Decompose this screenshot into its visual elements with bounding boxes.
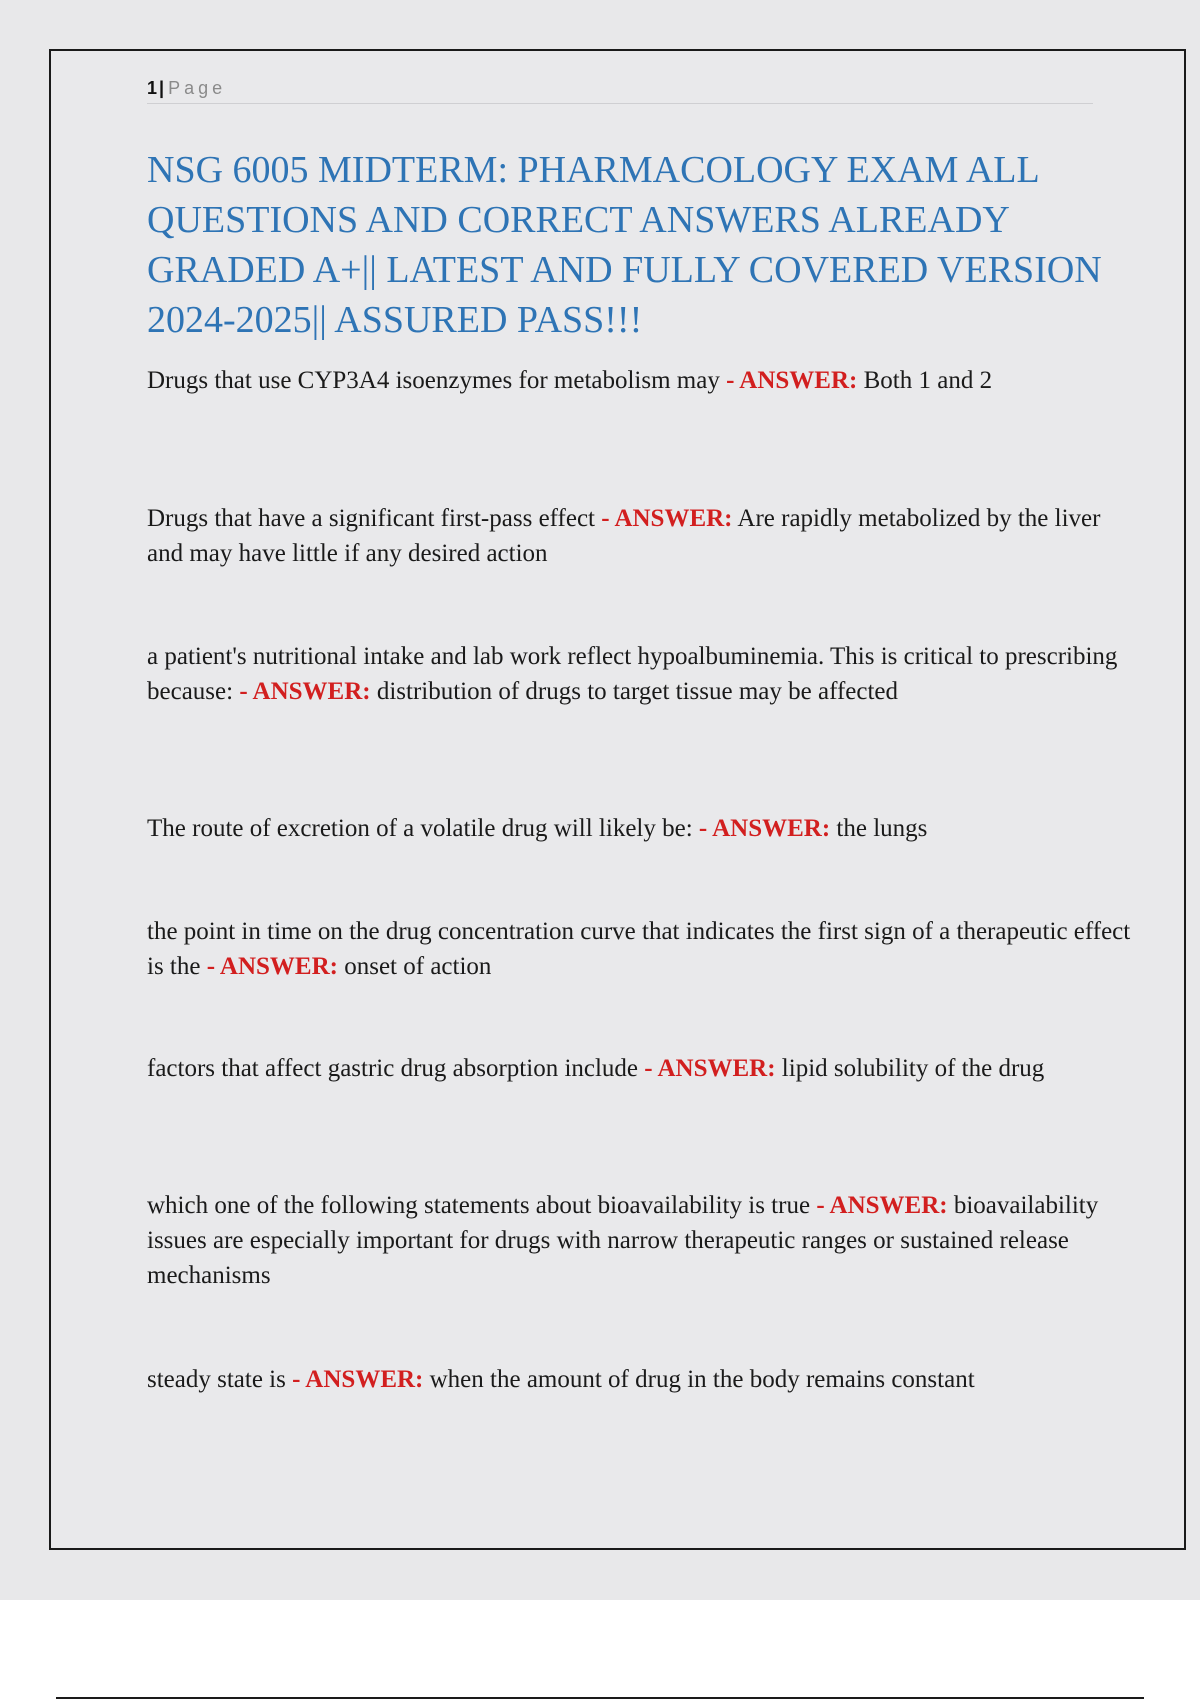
answer-marker: - ANSWER: bbox=[292, 1366, 424, 1393]
question-text: a patient's nutritional intake and lab work reflect hypoalbuminemia. This is critical to prescribing because: bbox=[147, 643, 1118, 705]
answer-marker: - ANSWER: bbox=[601, 505, 733, 532]
answer-marker: - ANSWER: bbox=[816, 1192, 948, 1219]
answer-text: the lungs bbox=[836, 815, 928, 842]
question-text: Drugs that have a significant first-pass effect bbox=[147, 505, 595, 532]
answer-marker: - ANSWER: bbox=[239, 678, 371, 705]
page-label: Page bbox=[168, 78, 227, 98]
qa-item bbox=[147, 363, 1137, 398]
answer-text: onset of action bbox=[344, 953, 492, 980]
qa-item bbox=[147, 811, 1137, 846]
answer-marker: - ANSWER: bbox=[206, 953, 338, 980]
qa-item bbox=[147, 1362, 1137, 1397]
question-text: factors that affect gastric drug absorption include bbox=[147, 1055, 639, 1082]
answer-marker: - ANSWER: bbox=[644, 1055, 776, 1082]
footer-divider bbox=[56, 1697, 1144, 1699]
answer-marker: - ANSWER: bbox=[698, 815, 831, 842]
question-text: which one of the following statements about bioavailability is true bbox=[147, 1192, 811, 1219]
qa-item bbox=[147, 639, 1137, 709]
header-separator: | bbox=[159, 78, 165, 98]
answer-text: when the amount of drug in the body remains constant bbox=[429, 1366, 975, 1393]
qa-item bbox=[147, 914, 1137, 984]
answer-text: lipid solubility of the drug bbox=[781, 1055, 1045, 1082]
qa-item bbox=[147, 501, 1137, 571]
question-text: the point in time on the drug concentration curve that indicates the first sign of a therapeutic effect is the bbox=[147, 918, 1131, 980]
page-header bbox=[147, 75, 1093, 104]
page-number: 1 bbox=[147, 78, 158, 98]
answer-text: distribution of drugs to target tissue may be affected bbox=[376, 678, 899, 705]
question-text: steady state is bbox=[147, 1366, 286, 1393]
answer-text: Both 1 and 2 bbox=[863, 367, 993, 394]
qa-item bbox=[147, 1051, 1137, 1086]
answer-text: bioavailability issues are especially important for drugs with narrow therapeutic ranges or sustained release mechanisms bbox=[147, 1192, 1099, 1289]
answer-text: Are rapidly metabolized by the liver and may have little if any desired action bbox=[147, 505, 1101, 567]
question-text: Drugs that use CYP3A4 isoenzymes for metabolism may bbox=[147, 367, 720, 394]
answer-marker: - ANSWER: bbox=[726, 367, 858, 394]
document-title: NSG 6005 MIDTERM: PHARMACOLOGY EXAM ALL QUESTIONS AND CORRECT ANSWERS ALREADY GRADED A+|| LATEST AND FULLY COVERED VERSION 2024-2025|| ASSURED PASS!!! bbox=[147, 149, 1102, 341]
question-text: The route of excretion of a volatile drug will likely be: bbox=[147, 815, 693, 842]
document-page bbox=[49, 49, 1186, 1550]
qa-item bbox=[147, 1188, 1137, 1293]
